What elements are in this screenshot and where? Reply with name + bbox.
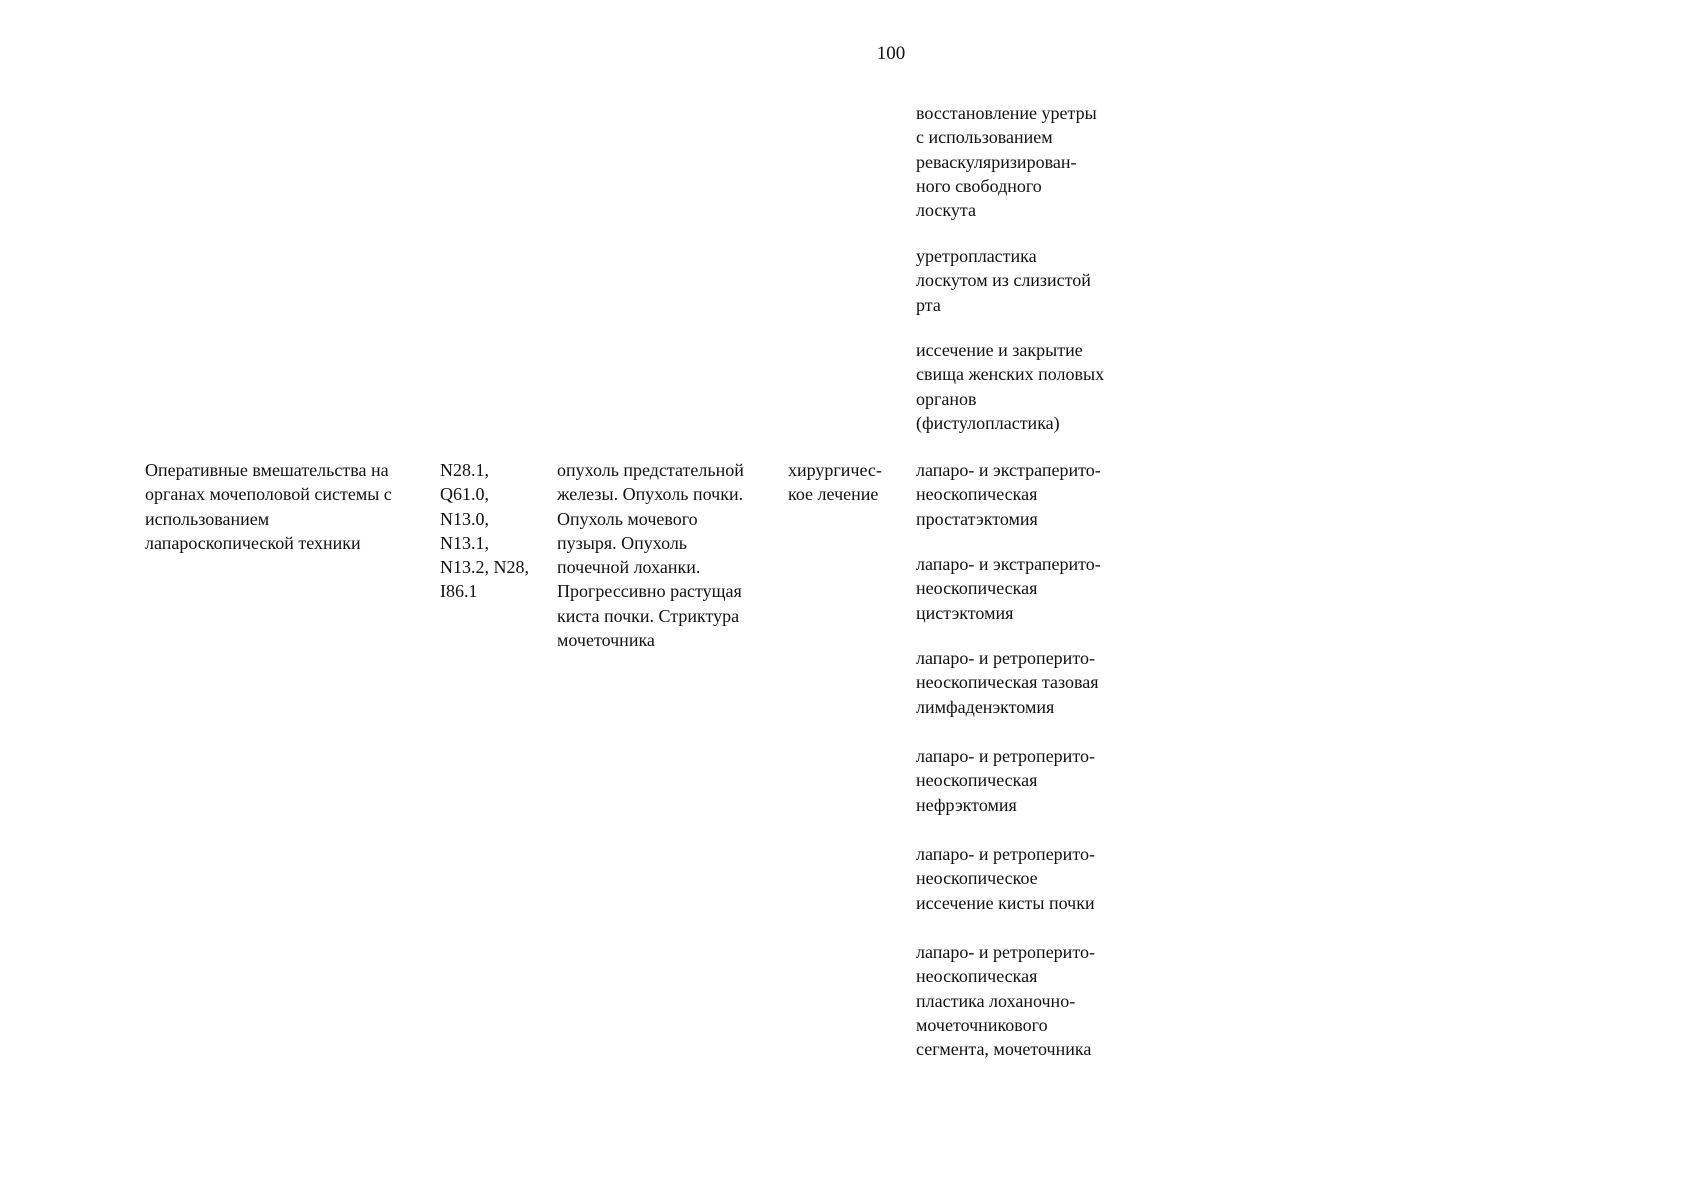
method-item: лапаро- и ретроперито- неоскопическая тазовая лимфаденэктомия xyxy=(916,648,1099,717)
method-item: иссечение и закрытие свища женских половых органов (фистулопластика) xyxy=(916,340,1105,433)
method-item: уретропластика лоскутом из слизистой рта xyxy=(916,246,1091,315)
icd-codes: N28.1, Q61.0, N13.0, N13.1, N13.2, N28, I86.1 xyxy=(440,460,529,602)
diagnosis-description: опухоль предстательной железы. Опухоль почки. Опухоль мочевого пузыря. Опухоль почечной лоханки. Прогрессивно растущая киста почки. Стриктура мочеточника xyxy=(557,460,744,651)
method-item: лапаро- и ретроперито- неоскопическая пластика лоханочно- мочеточникового сегмента, мочеточника xyxy=(916,942,1095,1060)
method-item: лапаро- и экстраперито- неоскопическая цистэктомия xyxy=(916,554,1101,623)
method-item: лапаро- и экстраперито- неоскопическая простатэктомия xyxy=(916,460,1101,529)
method-item: лапаро- и ретроперито- неоскопическая нефрэктомия xyxy=(916,746,1095,815)
method-item: лапаро- и ретроперито- неоскопическое иссечение кисты почки xyxy=(916,844,1095,913)
method-item: восстановление уретры с использованием реваскуляризирован- ного свободного лоскута xyxy=(916,103,1097,221)
treatment-type: хирургичес- кое лечение xyxy=(788,460,882,505)
page-number: 100 xyxy=(876,43,906,64)
intervention-name: Оперативные вмешательства на органах мочеполовой системы с использованием лапароскопической техники xyxy=(145,460,392,553)
